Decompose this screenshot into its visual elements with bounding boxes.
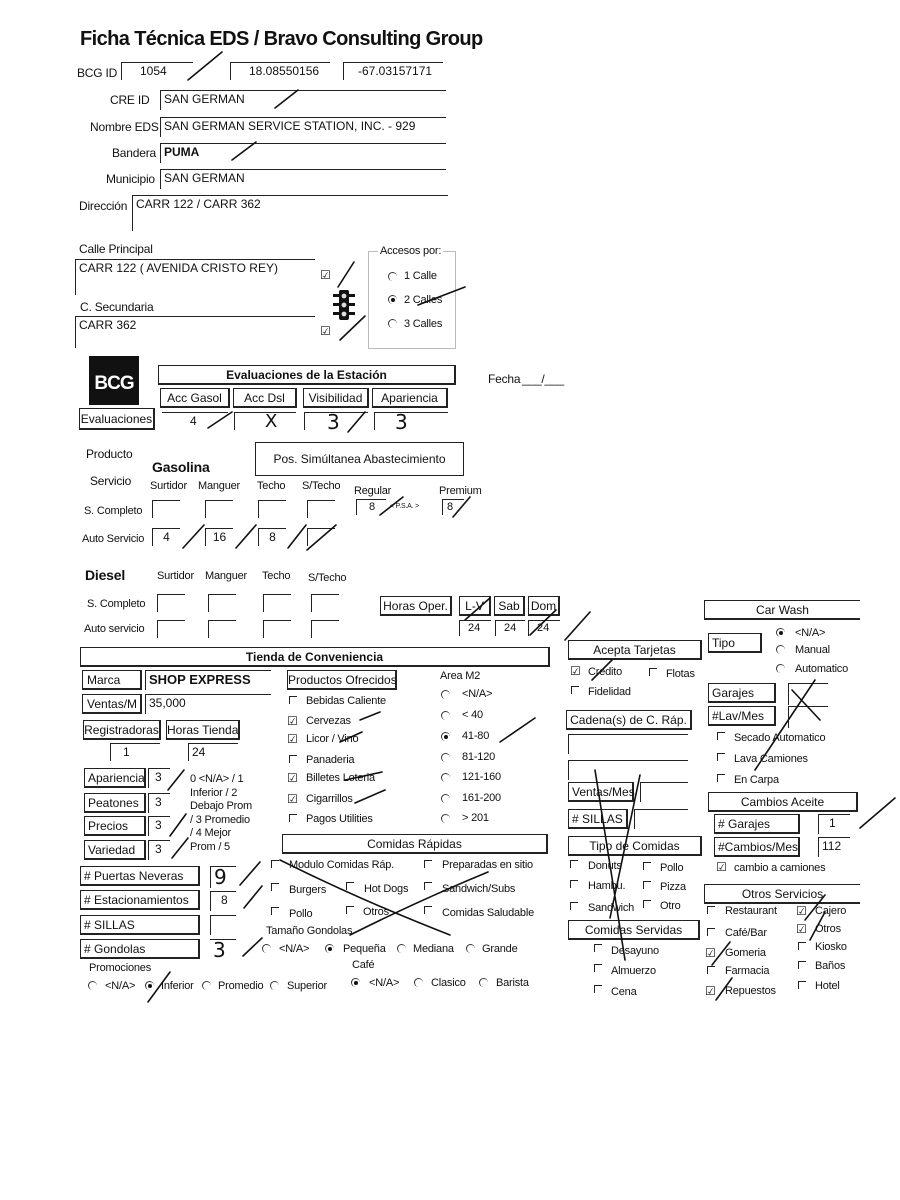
otros-serv-b-1-label: Otros	[815, 923, 841, 935]
pen-stroke	[592, 660, 612, 680]
eval-apariencia-value[interactable]: 3	[374, 412, 448, 430]
horas-dom-label: Dom	[528, 596, 560, 616]
producto-2-checkbox[interactable]: ☑	[287, 732, 298, 746]
marca-label: Marca	[82, 670, 142, 690]
horas-tienda-label: Horas Tienda	[166, 720, 240, 740]
car-wash-auto-label: Automatico	[795, 663, 849, 675]
regular-label: Regular	[354, 485, 392, 497]
gas-as-manguer[interactable]: 16	[205, 528, 233, 546]
acepta-tarjetas-title: Acepta Tarjetas	[568, 640, 702, 660]
cadena-title: Cadena(s) de C. Ráp.	[566, 710, 692, 730]
donuts-label: Donuts	[588, 860, 622, 872]
pen-stroke	[610, 775, 640, 918]
eval-col-acc-gasol: Acc Gasol	[160, 388, 230, 408]
diesel-s-completo-label: S. Completo	[87, 598, 146, 610]
car-wash-manual-label: Manual	[795, 644, 830, 656]
pen-stroke	[755, 680, 815, 770]
promociones-label: Promociones	[89, 962, 151, 974]
flotas-label: Flotas	[666, 668, 695, 680]
direccion-field[interactable]: CARR 122 / CARR 362	[132, 195, 448, 231]
area-3-label: 81-120	[462, 751, 496, 763]
calle-principal-label: Calle Principal	[79, 242, 153, 256]
pen-stroke	[243, 938, 262, 956]
rating-2-field[interactable]: 3	[148, 816, 170, 836]
comidas-servidas-title: Comidas Servidas	[568, 920, 700, 940]
horas-dom-value[interactable]: 24	[528, 620, 560, 636]
cena-label: Cena	[611, 986, 637, 998]
fidelidad-label: Fidelidad	[588, 686, 631, 698]
pen-stroke	[236, 525, 256, 548]
regular-field[interactable]: 8	[356, 499, 386, 515]
rating-2-label: Precios	[84, 816, 146, 836]
estacionamientos-field[interactable]: 8	[210, 891, 236, 911]
producto-1-label: Cervezas	[306, 715, 351, 727]
diesel-col-stecho: S/Techo	[308, 572, 347, 584]
promo-inferior-label: Inferior	[161, 980, 194, 992]
pos-simultanea-label: Pos. Simúltanea Abastecimiento	[255, 442, 464, 476]
bandera-field[interactable]: PUMA	[160, 143, 446, 163]
horas-sab-label: Sab	[494, 596, 525, 616]
neveras-field[interactable]: 9	[210, 866, 236, 888]
otros-serv-a-1-label: Café/Bar	[725, 927, 767, 939]
promo-na-label: <N/A>	[105, 980, 136, 992]
pen-stroke	[240, 862, 260, 885]
horas-lv-label: L-V	[459, 596, 491, 616]
rating-0-label: Apariencia	[84, 768, 146, 788]
promo-promedio-label: Promedio	[218, 980, 264, 992]
burgers-label: Burgers	[289, 884, 327, 896]
producto-5-label: Cigarrillos	[306, 793, 353, 805]
pen-stroke	[565, 612, 590, 640]
area-5-label: 161-200	[462, 792, 501, 804]
pen-stroke	[168, 770, 184, 790]
pen-stroke	[465, 598, 490, 620]
area-1-label: < 40	[462, 709, 483, 721]
tipo-comidas-title: Tipo de Comidas	[568, 836, 702, 856]
hot-dogs-label: Hot Dogs	[364, 883, 409, 895]
otros-serv-a-0-label: Restaurant	[725, 905, 777, 917]
otros-serv-a-4-checkbox[interactable]: ☑	[705, 984, 716, 998]
rating-0-field[interactable]: 3	[148, 768, 170, 788]
municipio-label: Municipio	[106, 172, 155, 186]
hambu-label: Hambu.	[588, 880, 626, 892]
gasolina-col-surtidor: Surtidor	[150, 480, 187, 492]
horas-tienda-field[interactable]: 24	[188, 743, 238, 761]
otros-serv-a-2-checkbox[interactable]: ☑	[705, 946, 716, 960]
tamano-gondolas-label: Tamaño Gondolas	[266, 925, 353, 937]
marca-field[interactable]: SHOP EXPRESS	[145, 670, 271, 690]
rating-1-field[interactable]: 3	[148, 793, 170, 813]
bcg-logo: BCG	[89, 356, 139, 405]
otros-serv-b-4-label: Hotel	[815, 980, 840, 992]
cafe-clasico-label: Clasico	[431, 977, 466, 989]
eval-col-acc-dsl: Acc Dsl	[233, 388, 297, 408]
pollo-tc-label: Pollo	[660, 862, 684, 874]
gondola-pequena-label: Pequeña	[343, 943, 386, 955]
comidas-rapidas-title: Comidas Rápidas	[282, 834, 548, 854]
cre-id-label: CRE ID	[110, 93, 150, 107]
pen-stroke	[170, 814, 186, 836]
producto-3-label: Panaderia	[306, 754, 355, 766]
gas-auto-servicio-label: Auto Servicio	[82, 533, 145, 545]
car-wash-na-label: <N/A>	[795, 627, 826, 639]
gondola-mediana-label: Mediana	[413, 943, 454, 955]
area-label: Area M2	[440, 670, 481, 682]
cambios-garajes-field[interactable]: 1	[818, 814, 850, 834]
pen-stroke	[340, 316, 365, 340]
sillas-label: # SILLAS	[80, 915, 200, 935]
page-title: Ficha Técnica EDS / Bravo Consulting Group	[80, 28, 483, 50]
eval-col-visibilidad: Visibilidad	[303, 388, 369, 408]
area-2-label: 41-80	[462, 730, 490, 742]
pollo-cr-label: Pollo	[289, 908, 313, 920]
gasolina-col-stecho: S/Techo	[302, 480, 341, 492]
pen-stroke	[360, 712, 380, 720]
pen-stroke	[418, 287, 465, 305]
neveras-label: # Puertas Neveras	[80, 866, 200, 886]
diesel-col-manguer: Manguer	[205, 570, 248, 582]
otros-servicios-title: Otros Servicios	[704, 884, 860, 904]
sandwich-label: Sandwich	[588, 902, 635, 914]
diesel-title: Diesel	[85, 567, 126, 583]
estacionamientos-label: # Estacionamientos	[80, 890, 200, 910]
pen-stroke	[860, 798, 895, 828]
secado-label: Secado Automatico	[734, 732, 826, 744]
almuerzo-label: Almuerzo	[611, 965, 656, 977]
otros-serv-b-2-label: Kiosko	[815, 941, 847, 953]
eval-acc-gasol-value[interactable]: 4	[162, 412, 228, 430]
calle-principal-field[interactable]: CARR 122 ( AVENIDA CRISTO REY)	[75, 259, 315, 295]
rating-3-field[interactable]: 3	[148, 840, 170, 860]
calle-secundaria-checkbox[interactable]: ☑	[320, 324, 331, 338]
gondolas-count-label: # Gondolas	[80, 939, 200, 959]
car-wash-garajes-label: Garajes	[708, 683, 776, 703]
scale-1: Inferior / 2	[190, 787, 238, 799]
pen-stroke	[288, 525, 306, 548]
rating-3-label: Variedad	[84, 840, 146, 860]
credito-label: Credito	[588, 666, 623, 678]
cafe-na-label: <N/A>	[369, 977, 400, 989]
modulo-label: Modulo Comidas Ráp.	[289, 859, 395, 871]
pizza-label: Pizza	[660, 881, 686, 893]
gondolas-count-field[interactable]: 3	[210, 939, 236, 959]
premium-field[interactable]: 8	[442, 499, 464, 515]
diesel-col-surtidor: Surtidor	[157, 570, 194, 582]
accesos-label: Accesos por:	[380, 245, 442, 257]
pen-stroke	[810, 912, 825, 940]
pen-stroke	[712, 942, 730, 965]
pen-stroke	[530, 610, 556, 635]
pen-stroke	[338, 262, 354, 287]
producto-4-label: Billetes Loteria	[306, 772, 375, 784]
pen-stroke	[280, 860, 450, 935]
otro-tc-label: Otro	[660, 900, 681, 912]
pen-stroke	[208, 412, 232, 428]
pen-stroke	[453, 497, 470, 517]
otros-serv-b-3-label: Baños	[815, 960, 846, 972]
pen-stroke	[307, 525, 336, 550]
promo-superior-label: Superior	[287, 980, 327, 992]
cre-id-field[interactable]: SAN GERMAN	[160, 90, 446, 110]
en-carpa-label: En Carpa	[734, 774, 779, 786]
calle-secundaria-label: C. Secundaria	[80, 300, 154, 314]
pen-stroke	[275, 90, 298, 108]
pen-stroke	[340, 732, 362, 742]
producto-2-label: Licor / Vino	[306, 733, 359, 745]
scale-3: / 3 Promedio	[190, 814, 250, 826]
car-wash-tipo-label: Tipo	[708, 633, 762, 653]
accesos-1-label: 1 Calle	[404, 270, 437, 282]
horas-lv-value[interactable]: 24	[459, 620, 491, 636]
pen-stroke	[183, 525, 204, 548]
pen-stroke	[500, 718, 535, 742]
producto-0-label: Bebidas Caliente	[306, 695, 386, 707]
saludable-label: Comidas Saludable	[442, 907, 534, 919]
area-6-label: > 201	[462, 812, 489, 824]
producto-4-checkbox[interactable]: ☑	[287, 771, 298, 785]
calle-secundaria-field[interactable]: CARR 362	[75, 316, 315, 348]
calle-principal-checkbox[interactable]: ☑	[320, 268, 331, 282]
gasolina-col-manguer: Manguer	[198, 480, 241, 492]
eval-acc-dsl-value[interactable]: X	[234, 412, 296, 430]
producto-1-checkbox[interactable]: ☑	[287, 714, 298, 728]
sandwich-subs-label: Sandwich/Subs	[442, 883, 516, 895]
scale-5: Prom / 5	[190, 841, 230, 853]
car-wash-lav-label: #Lav/Mes	[708, 706, 776, 726]
pen-stroke	[148, 972, 170, 1002]
evaluaciones-title: Evaluaciones de la Estación	[158, 365, 456, 385]
diesel-col-techo: Techo	[262, 570, 291, 582]
cadena-ventas-label: Ventas/Mes	[568, 782, 634, 802]
accesos-2-label: 2 Calles	[404, 294, 443, 306]
cambios-mes-field[interactable]: 112	[818, 837, 850, 857]
bcg-id-field[interactable]: 1054	[121, 62, 193, 80]
eval-col-apariencia: Apariencia	[372, 388, 448, 408]
gasolina-title: Gasolina	[152, 459, 210, 475]
gas-s-completo-label: S. Completo	[84, 505, 143, 517]
otros-serv-b-0-label: Cajero	[815, 905, 847, 917]
otros-serv-a-2-label: Gomeria	[725, 947, 766, 959]
gasolina-col-techo: Techo	[257, 480, 286, 492]
pen-stroke	[348, 412, 365, 432]
longitude-field[interactable]: -67.03157171	[343, 62, 443, 80]
tienda-title: Tienda de Conveniencia	[80, 647, 550, 667]
pen-stroke	[380, 497, 403, 515]
cambios-aceite-title: Cambios Aceite	[708, 792, 858, 812]
gondola-na-label: <N/A>	[279, 943, 310, 955]
producto-label: Producto	[86, 447, 133, 461]
cadena-sillas-label: # SILLAS	[568, 809, 628, 829]
productos-title: Productos Ofrecidos	[287, 670, 397, 690]
gondola-grande-label: Grande	[482, 943, 518, 955]
pen-stroke	[716, 978, 732, 1000]
pen-stroke	[350, 872, 488, 935]
registradoras-label: Registradoras	[83, 720, 161, 740]
cambios-mes-label: #Cambios/Mes	[714, 837, 800, 857]
pen-stroke	[172, 838, 188, 858]
otros-serv-b-1-checkbox[interactable]: ☑	[796, 922, 807, 936]
preparadas-label: Preparadas en sitio	[442, 859, 533, 871]
servicio-label: Servicio	[90, 474, 132, 488]
psa-label: < P.S.A. >	[390, 503, 420, 510]
horas-oper-label: Horas Oper.	[380, 596, 452, 616]
pen-stroke	[232, 142, 256, 160]
bcg-id-label: BCG ID	[77, 66, 118, 80]
nombre-label: Nombre EDS	[90, 120, 159, 134]
car-wash-title: Car Wash	[704, 600, 860, 620]
otros-serv-a-4-label: Repuestos	[725, 985, 776, 997]
producto-5-checkbox[interactable]: ☑	[287, 792, 298, 806]
camiones-label: cambio a camiones	[734, 862, 826, 874]
otros-serv-a-3-label: Farmacia	[725, 965, 770, 977]
rating-1-label: Peatones	[84, 793, 146, 813]
fecha-label: Fecha	[488, 372, 521, 386]
pen-stroke	[188, 52, 222, 80]
cafe-barista-label: Barista	[496, 977, 529, 989]
otros-serv-b-0-checkbox[interactable]: ☑	[796, 904, 807, 918]
scale-2: Debajo Prom	[190, 800, 252, 812]
cafe-label: Café	[352, 959, 375, 971]
pen-stroke	[355, 790, 385, 803]
horas-sab-value[interactable]: 24	[495, 620, 525, 636]
pen-stroke	[244, 886, 262, 908]
premium-label: Premium	[439, 485, 482, 497]
gas-as-techo[interactable]: 8	[258, 528, 286, 546]
direccion-label: Dirección	[79, 199, 128, 213]
area-4-label: 121-160	[462, 771, 501, 783]
ventas-label: Ventas/M	[82, 694, 142, 714]
bandera-label: Bandera	[112, 146, 156, 160]
credito-checkbox[interactable]: ☑	[570, 664, 581, 678]
latitude-field[interactable]: 18.08550156	[230, 62, 330, 80]
otros-cr-label: Otros	[363, 906, 389, 918]
ventas-field[interactable]: 35,000	[145, 694, 271, 714]
scale-0: 0 <N/A> / 1	[190, 773, 244, 785]
accesos-3-label: 3 Calles	[404, 318, 443, 330]
fecha-value[interactable]: ___/___	[522, 372, 564, 386]
evaluaciones-button[interactable]: Evaluaciones	[79, 408, 155, 430]
producto-6-label: Pagos Utilities	[306, 813, 373, 825]
gas-as-surtidor[interactable]: 4	[152, 528, 180, 546]
nombre-field[interactable]: SAN GERMAN SERVICE STATION, INC. - 929	[160, 117, 446, 137]
pen-stroke	[345, 772, 382, 780]
area-0-label: <N/A>	[462, 688, 493, 700]
scale-4: / 4 Mejor	[190, 827, 231, 839]
lava-camiones-label: Lava Camiones	[734, 753, 808, 765]
cambios-garajes-label: # Garajes	[714, 814, 800, 834]
camiones-checkbox[interactable]: ☑	[716, 860, 727, 874]
diesel-auto-servicio-label: Auto servicio	[84, 623, 145, 635]
registradoras-field[interactable]: 1	[110, 743, 160, 761]
municipio-field[interactable]: SAN GERMAN	[160, 169, 446, 189]
desayuno-label: Desayuno	[611, 945, 659, 957]
eval-visibilidad-value[interactable]: 3	[304, 412, 368, 430]
